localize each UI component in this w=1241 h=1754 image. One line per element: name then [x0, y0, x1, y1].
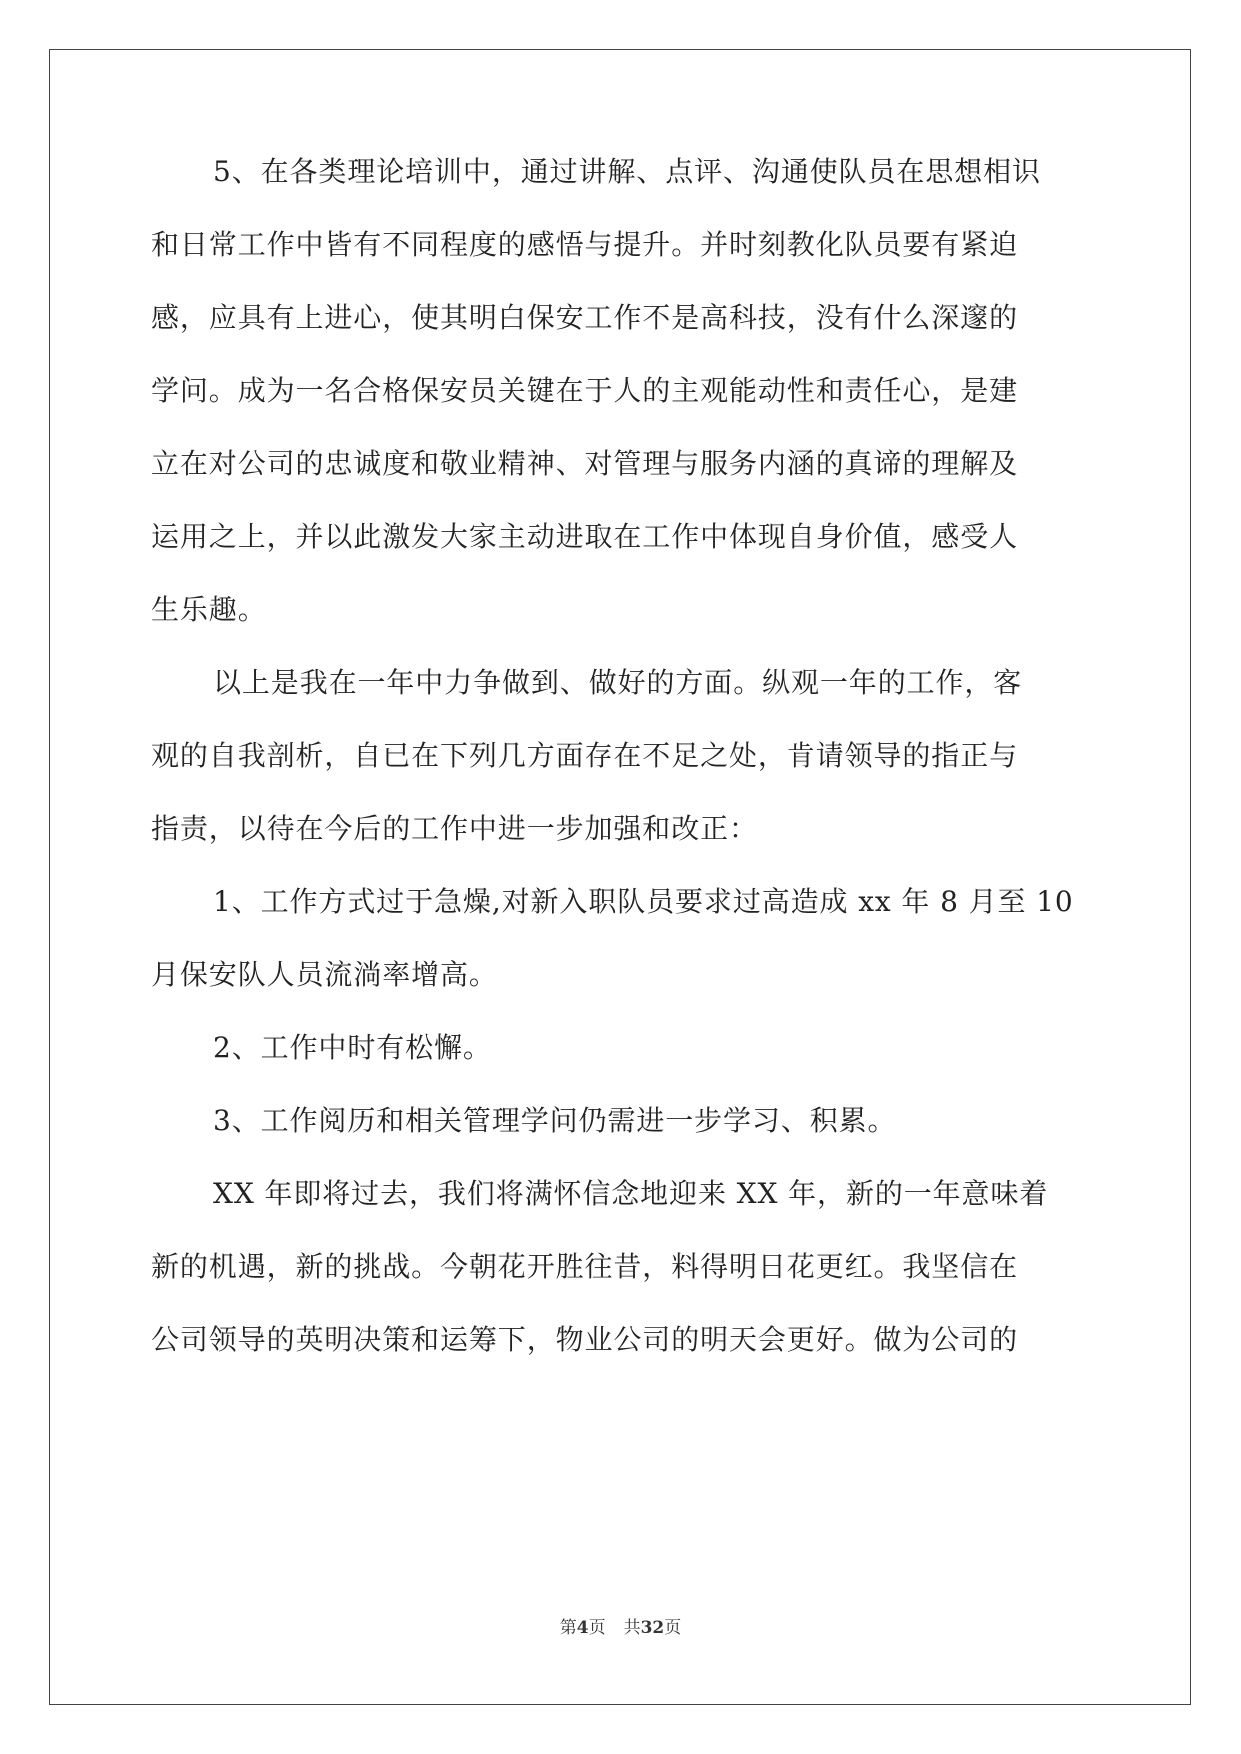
- paragraph-line: 指责，以待在今后的工作中进一步加强和改正：: [151, 812, 758, 845]
- paragraph-line: 运用之上，并以此激发大家主动进取在工作中体现自身价值，感受人: [151, 520, 1019, 553]
- paragraph-line: 1、工作方式过于急燥,对新入职队员要求过高造成 xx 年 8 月至 10: [213, 885, 1074, 918]
- paragraph-line: 公司领导的英明决策和运筹下，物业公司的明天会更好。做为公司的: [151, 1323, 1019, 1356]
- paragraph-line: 立在对公司的忠诚度和敬业精神、对管理与服务内涵的真谛的理解及: [151, 447, 1019, 480]
- page-current: 4: [576, 1618, 589, 1638]
- paragraph-line: 新的机遇，新的挑战。今朝花开胜往昔，料得明日花更红。我坚信在: [151, 1250, 1019, 1283]
- paragraph-line: 观的自我剖析，自已在下列几方面存在不足之处，肯请领导的指正与: [151, 739, 1019, 772]
- page-footer: [0, 1616, 1241, 1640]
- paragraph-line: 月保安队人员流淌率增高。: [151, 958, 498, 991]
- page-prefix: 第: [559, 1618, 577, 1638]
- page-mid: 页: [588, 1618, 606, 1638]
- paragraph-line: 生乐趣。: [151, 593, 267, 626]
- total-suffix: 页: [664, 1618, 682, 1638]
- paragraph-line: 5、在各类理论培训中，通过讲解、点评、沟通使队员在思想相识: [213, 155, 1041, 188]
- total-prefix: 共: [623, 1618, 641, 1638]
- paragraph-line: XX 年即将过去，我们将满怀信念地迎来 XX 年，新的一年意味着: [213, 1177, 1049, 1210]
- paragraph-line: 感，应具有上进心，使其明白保安工作不是高科技，没有什么深邃的: [151, 301, 1019, 334]
- paragraph-line: 以上是我在一年中力争做到、做好的方面。纵观一年的工作，客: [213, 666, 1023, 699]
- paragraph-line: 学问。成为一名合格保安员关键在于人的主观能动性和责任心，是建: [151, 374, 1019, 407]
- paragraph-line: 和日常工作中皆有不同程度的感悟与提升。并时刻教化队员要有紧迫: [151, 228, 1019, 261]
- paragraph-line: 2、工作中时有松懈。: [213, 1031, 492, 1064]
- page-total: 32: [640, 1618, 665, 1638]
- paragraph-line: 3、工作阅历和相关管理学问仍需进一步学习、积累。: [213, 1104, 897, 1137]
